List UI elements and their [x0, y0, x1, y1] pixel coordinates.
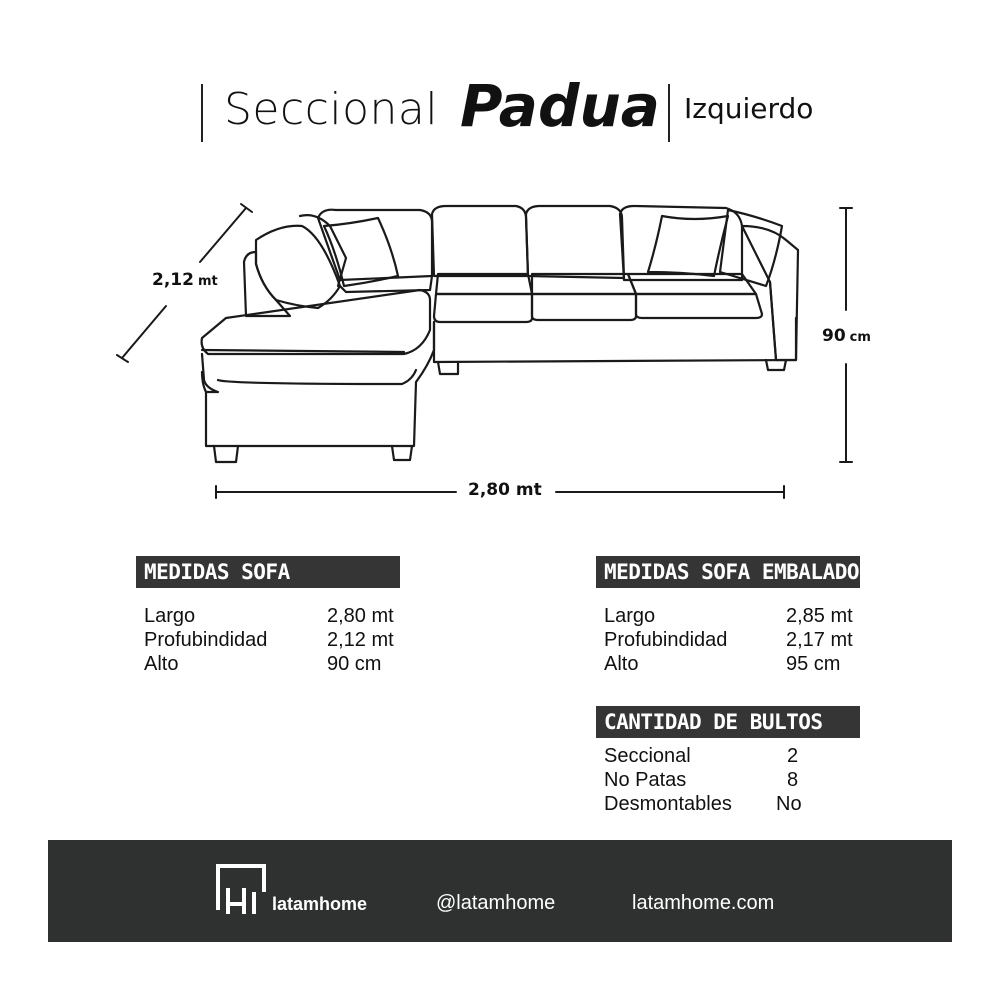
sofa-back-cushion [432, 206, 528, 276]
table-row [144, 652, 434, 676]
row-label: Alto [604, 653, 639, 675]
sofa-pillow [256, 226, 340, 308]
depth-label: 2,12 mt [152, 270, 218, 290]
row-label: Profubindidad [604, 629, 728, 651]
row-label: Largo [604, 605, 656, 627]
sofa-back-cushion [526, 206, 624, 278]
row-label: Desmontables [604, 793, 732, 815]
title-variant: Izquierdo [684, 92, 814, 125]
table-row [604, 744, 894, 768]
medidas-sofa-table [144, 604, 434, 676]
sofa-pillow [648, 216, 728, 276]
row-label: Alto [144, 653, 179, 675]
title-product-name: Padua [460, 72, 660, 140]
row-label: Profubindidad [144, 629, 268, 651]
sofa-seat-front [636, 294, 762, 318]
table-row [144, 604, 434, 628]
row-label: Largo [144, 605, 196, 627]
sofa-seat-front [434, 294, 532, 322]
bultos-header: CANTIDAD DE BULTOS [596, 706, 860, 738]
footer-bar [48, 840, 952, 942]
sofa-chaise-cushion [202, 290, 430, 354]
sofa-leg [766, 360, 786, 370]
sofa-base [434, 318, 796, 362]
sofa-leg [214, 446, 238, 462]
row-value: 2,12 mt [327, 629, 394, 651]
sofa-leg [392, 446, 412, 460]
row-label: No Patas [604, 769, 687, 791]
house-logo-icon [214, 860, 270, 920]
table-row [604, 628, 894, 652]
row-value: 8 [787, 769, 799, 791]
bultos-table [604, 744, 894, 816]
medidas-embalado-table [604, 604, 894, 676]
depth-dimension-line-top [200, 208, 246, 262]
footer-website[interactable]: latamhome.com [632, 892, 775, 914]
sofa-left-back [244, 252, 290, 316]
title-prefix: Seccional [224, 84, 439, 135]
table-row [604, 792, 894, 816]
medidas-embalado-header: MEDIDAS SOFA EMBALADO [596, 556, 860, 588]
depth-dimension-line-bottom [122, 306, 166, 358]
row-value: 2 [787, 745, 799, 767]
width-label: 2,80 mt [468, 480, 542, 500]
table-row [604, 604, 894, 628]
footer-brand[interactable]: latamhome [272, 894, 368, 914]
table-row [604, 652, 894, 676]
sofa-seat-front [532, 294, 636, 320]
sofa-back-cushion [318, 210, 432, 280]
row-value: 2,17 mt [786, 629, 853, 651]
row-value: 2,80 mt [327, 605, 394, 627]
row-value: No [776, 793, 802, 815]
row-label: Seccional [604, 745, 691, 767]
footer-handle[interactable]: @latamhome [436, 892, 556, 914]
table-row [144, 628, 434, 652]
row-value: 2,85 mt [786, 605, 853, 627]
sofa-leg [438, 362, 458, 374]
height-label: 90 cm [822, 326, 871, 346]
row-value: 90 cm [327, 653, 382, 675]
medidas-sofa-header: MEDIDAS SOFA [136, 556, 400, 588]
table-row [604, 768, 894, 792]
row-value: 95 cm [786, 653, 841, 675]
